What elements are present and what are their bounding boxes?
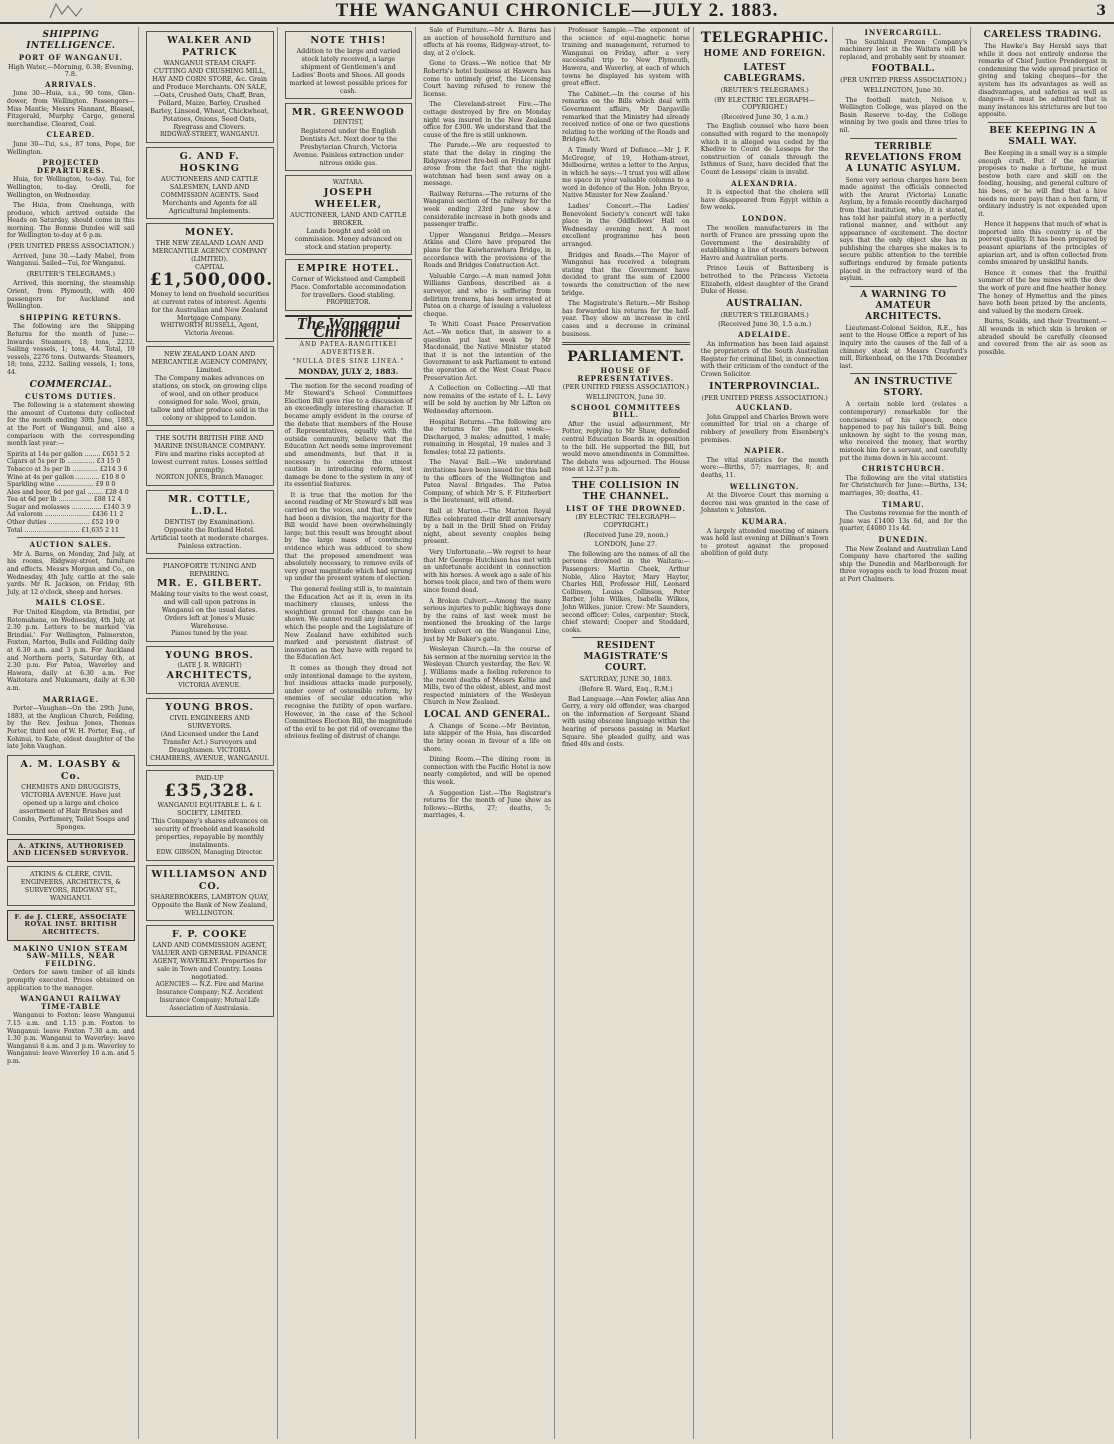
paper-sub: AND PATEA-RANGITIKEI ADVERTISER. <box>299 341 398 356</box>
cottle-title: MR. COTTLE, L.D.L. <box>168 494 252 517</box>
bee-heading: BEE KEEPING IN A SMALL WAY. <box>989 125 1096 147</box>
gilbert-foot: Pianos tuned by the year. <box>171 630 249 637</box>
youngbros-title: YOUNG BROS. <box>165 650 254 661</box>
cooke-advert <box>146 925 274 1017</box>
paidup-row <box>150 774 270 801</box>
customs-text: The following is a statement showing the amount of Customs duty collected for the month ending 30th June, 1883, at the Port of Wanganui, and also a comparison with the corresponding month last year:— <box>7 402 135 448</box>
loasby-text: CHEMISTS AND DRUGGISTS, VICTORIA AVENUE. Have just opened up a large and choice assortment of Hair Brushes and Combs, Perfumery, Toilet Soaps and Sponges. <box>12 782 130 831</box>
instructive-text: A certain noble lord (relates a contemporary) remarkable for the conciseness of his speech, once happened to pay his tailor's bill. Being unknown by sight to the young man, who received the money, that worthy mistook him for a servant, and carefully put the items down in his account. <box>839 401 968 462</box>
column-4 <box>420 27 555 1439</box>
column-7 <box>837 27 972 1439</box>
cottle-text: DENTIST (by Examination). Opposite the Rutland Hotel. Artificial teeth at moderate charges. Painless extraction. <box>150 518 269 550</box>
paidup-label: PAID-UP <box>195 774 224 782</box>
cable-item: An information has been laid against the proprietors of the South Australian Register for criminal libel, in connection with their criticism of the conduct of the Crown Solicitor. <box>700 340 829 378</box>
cable-item: Prince Louis of Battenberg is betrothed to the Princess Victoria Elizabeth, eldest daughter of the Grand Duke of Hesse. <box>700 265 829 296</box>
cottle-advert <box>146 490 274 554</box>
column-2 <box>143 27 278 1439</box>
greenwood-trade: DENTIST, <box>333 119 364 126</box>
local-item: A Collection on Collecting.—All that now remains of the estate of L. L. Levy will be sold by auction by Mr Lifton on Wednesday afternoon. <box>423 385 551 415</box>
leader-paragraph: The general feeling still is, to maintain the Education Act as it is, even in its machinery clauses, unless the weightiest ground for change can be shown. We cannot recall any instance in which the people and the Legislature of New Zealand have exhibited such marked and persistent distrust of innovation as they have with regard to the Education Act. <box>284 586 413 662</box>
local-item: Hospital Returns.—The following are the returns for the past week:—Discharged, 3 males; admitted, 1 male; remaining in Hospital, 19 males and 3 females; total 22 patients. <box>423 418 551 456</box>
news-item: A Timely Word of Defence.—Mr J. F. McGregor, of 19, Hotham-street, Melbourne, writes a letter to the Argus, in which he says:—'I trust you will allow me space in your valuable columns to a word in defence of the Hon. John Bryce, Native Minister for New Zealand.' <box>562 146 690 200</box>
instructive-heading: AN INSTRUCTIVE STORY. <box>854 377 953 399</box>
greenwood-text: Registered under the English Dentists Act. Next door to the Presbyterian Church, Victoria Avenue. Painless extraction under nitrous oxide gas. <box>293 127 404 167</box>
shipping-returns-text: The following are the Shipping Returns for the month of June:—Inwards: Steamers, 18; tons, 2232. Sailing vessels, 1; tons, 44. Total, 19 vessels, 2276 tons. Outwards: Steamers, 18; tons, 2232. Sailing vessels, 1; tons, 44. <box>7 323 135 376</box>
greenwood-advert <box>285 103 413 171</box>
walker-title: WALKER AND PATRICK <box>167 35 253 58</box>
williamson-advert <box>146 865 274 921</box>
divider <box>17 537 125 538</box>
australian-received: (Received June 30, 1.5 a.m.) <box>718 320 812 329</box>
news-item: Bridges and Roads.—The Mayor of Wanganui has received a telegram stating that the Government have decided to grant the sum of £2000 towards the construction of the new bridge. <box>562 251 690 297</box>
equitable-agent: EDW. GIBSON, Managing Director. <box>156 849 263 856</box>
equitable-advert <box>146 770 274 861</box>
collision-heading: THE COLLISION IN THE CHANNEL. <box>572 480 680 502</box>
nzloan-agent: WHITWORTH RUSSELL, Agent, Victoria Avenue. <box>160 322 259 337</box>
cleared-text: June 30—Tui, s.s., 87 tons, Pope, for Wellington. <box>7 140 135 156</box>
divider <box>572 637 680 638</box>
column-1 <box>4 27 139 1439</box>
parliament-text: After the usual adjournment, Mr Pottor, replying to Mr Shaw, defended central Education Boards in opposition to the bill. He supported the Bill, but would move amendments in Committee. The debate was adjourned. The House rose at 12.37 p.m. <box>562 420 690 474</box>
local-item: The Parade.—We are requested to state that the delay in ringing the Ridgway-street fire-bell on Friday night arose from the fact that the night-watchman had been sent away on a message. <box>423 142 551 188</box>
column-5 <box>559 27 694 1439</box>
parliament-sub: HOUSE OF REPRESENTATIVES. <box>577 366 675 383</box>
nzloan-text: Money to lend on freehold securities at current rates of interest. Agents for the Australian and New Zealand Mortgage Company. <box>150 290 270 322</box>
local-general-heading: LOCAL AND GENERAL. <box>423 709 551 720</box>
railway-heading: WANGANUI RAILWAY TIME-TABLE <box>20 994 122 1011</box>
reuters-text: Arrived, this morning, the steamship Orient, from Plymouth, with 400 passengers for Auckland and Wellington. <box>7 280 135 311</box>
australian-heading: AUSTRALIAN. <box>726 298 803 309</box>
reuters-label: (REUTER'S TELEGRAMS.) <box>720 86 809 94</box>
telegraph-label: (PER UNITED PRESS ASSOCIATION.) <box>7 242 135 251</box>
inter-item: The following are the vital statistics for Christchurch for June:—Births, 134; marriages, 30; deaths, 41. <box>839 474 968 497</box>
projected-label: PROJECTED DEPARTURES. <box>36 158 105 175</box>
capital-row <box>149 263 274 290</box>
dateline: MONDAY, JULY 2, 1883. <box>285 368 413 379</box>
masthead-title: THE WANGANUI CHRONICLE—JULY 2. 1883. <box>335 0 779 21</box>
capital-label: CAPITAL <box>195 263 225 271</box>
southbritish-text: Fire and marine risks accepted at lowest current rates. Losses settled promptly. <box>151 450 268 474</box>
youngbros-address: VICTORIA AVENUE. <box>178 682 241 689</box>
southbritish-advert <box>146 430 274 486</box>
makino-heading: MAKINO UNION STEAM SAW-MILLS, NEAR FEILDING. <box>13 943 129 968</box>
loasby-advert <box>7 755 135 835</box>
kumara-place: KUMARA. <box>741 516 788 526</box>
football-dateline: WELLINGTON, June 30. <box>863 85 944 94</box>
waitara-advert <box>285 175 413 255</box>
williamson-text: SHAREBROKERS, LAMBTON QUAY, Opposite the Bank of New Zealand, WELLINGTON. <box>150 893 269 917</box>
equitable-title: WANGANUI EQUITABLE L. & I. SOCIETY, LIMITED. <box>157 801 262 817</box>
library-stamp-icon <box>46 0 86 22</box>
arrivals-label: ARRIVALS. <box>44 79 97 89</box>
railway-text: Wanganui to Foxton: leave Wanganui 7.15 a.m. and 1.15 p.m. Foxton to Wanganui: leave Foxton 7.30 a.m. and 1.30 p.m. Wanganui to Waverley: leave Wanganui 8 a.m. and 3 p.m. Waverley to Wanganui: leave Waverley 10 a.m. and 5 p.m. <box>7 1012 135 1065</box>
leader-paragraph: The motion for the second reading of Mr Steward's School Committees Election Bill gave rise to a discussion of an exceedingly interesting character. It became amply evident in the course of the debate that members of the House of Representatives, equally with the outside community, believe that the Education Act needs some improvement and amendments, but that it is necessary to exercise the utmost caution in introducing reform, lest damage be done to the system in any of its essential features. <box>284 382 413 489</box>
local-item: Very Unfortunate.—We regret to hear that Mr George Hutchison has met with an unfortunate accident in connection with his horses. A week ago a sale of his horses took place, and two of them were since found dead. <box>423 549 551 594</box>
youngbros-trade: ARCHITECTS, <box>166 670 253 681</box>
local-item: Ball at Marton.—The Marton Royal Rifles celebrated their drill anniversary by a ball in the Drill Shed on Friday night, about seventy couples being present. <box>423 508 551 546</box>
port-label: PORT OF WANGANUI. <box>18 53 123 62</box>
agencies-text: AGENCIES — N.Z. Fire and Marine Insurance Company; N.Z. Accident Insurance Company; Mutual Life Association of Australasia. <box>155 981 264 1012</box>
inter-item: A largely attended meeting of miners was held last evening at Dillman's Town to protest against the proposed abolition of gold duty. <box>700 527 829 558</box>
bee-text: Hence it happens that much of what is imported into this country is of the poorest quality. It has been prepared by peasant apiarians of the principles of apiarian art, and is often collected from combs smeared by unskilful hands. <box>978 221 1107 267</box>
mails-heading: MAILS CLOSE. <box>35 598 107 608</box>
column-3 <box>282 27 417 1439</box>
paper-name: The Wanganui Chronicle <box>285 315 413 339</box>
customs-row: Ad valorem ....................... £436 11 2 <box>7 511 124 519</box>
auction-heading: AUCTION SALES. <box>29 540 113 550</box>
christchurch-place: CHRISTCHURCH. <box>861 464 946 474</box>
inter-item: The vital statistics for the month were:—Births, 57; marriages, 8; and deaths, 11. <box>700 456 829 479</box>
notice-heading: NOTE THIS! <box>310 35 387 46</box>
news-item: The Cabinet.—In the course of his remarks on the Bills which deal with Government affairs, Mr Dargaville remarked that the Ministry had already received notice of one or two questions relating to the working of the Roads and Bridges Act. <box>562 90 690 144</box>
parliament-dateline: WELLINGTON, June 30. <box>585 392 666 401</box>
revelations-text: Some very serious charges have been made against the officials connected with the Ararat (Victoria) Lunatic Asylum, by a female recently discharged from that institution, who, it is stated, has told her painful story in a perfectly rational manner, and without any appearance of excitement. The doctor says that the only object she has in publishing the charges she makes is to secure public attention to the terrible sufferings endured by female patients placed in the refractory ward of the asylum. <box>839 176 968 283</box>
dunedin-place: DUNEDIN. <box>878 534 929 544</box>
hosking-text: AUCTIONEERS AND CATTLE SALESMEN, LAND AND COMMISSION AGENTS. Seed Merchants and Agents for all Agricultural Implements. <box>160 175 259 215</box>
local-item: Gone to Grass.—We notice that Mr Roberts's hotel business at Hawera has come to untimely grief, the Licensing Court having refused to renew the license. <box>423 60 551 98</box>
marriage-text: Porter—Vaughan—On the 29th June, 1883, at the Anglican Church, Feilding, by the Rev. Joshua Jones, Thomas Porter, third son of W. H. Porter, Esq., of Kohinui, to Kate, eldest daughter of the late John Vaughan. <box>7 705 135 751</box>
wellington-place: WELLINGTON. <box>729 481 800 491</box>
parliament-assoc: (PER UNITED PRESS ASSOCIATION.) <box>562 383 690 392</box>
masthead <box>0 0 1114 24</box>
customs-row: Wine at 4s per gallon ............ £10 8 0 <box>7 473 126 481</box>
magistrate-bench: (Before R. Ward, Esq., R.M.) <box>579 684 673 693</box>
leader-paragraph: It is true that the motion for the second reading of Mr Steward's bill was carried on the voices, and that, if there had been a division, the majority for the Bill would have been overwhelmingly large; but this result was brought about by the large mass of convincing evidence which was adduced to show that the proposed amendment was absolutely necessary, to remove evils of very great magnitude which had sprung up under the present system of election. <box>284 491 413 583</box>
architects-heading: A WARNING TO AMATEUR ARCHITECTS. <box>860 289 947 322</box>
gilbert-title: MR. E. GILBERT. <box>156 578 263 589</box>
customs-row: Tea at 6d per lb ................. £88 12 4 <box>7 496 122 504</box>
columns-container <box>4 27 1110 1439</box>
inter-assoc: (PER UNITED PRESS ASSOCIATION.) <box>701 393 828 402</box>
projected-text: Huia, for Wellington, to-day. Tui, for Wellington, to-day. Orelli, for Wellington, on Wednesday. <box>7 176 135 199</box>
customs-row: Tobacco at 3s per lb ............. £214 3 6 <box>7 465 128 473</box>
atkins-box: A. ATKINS, AUTHORISED AND LICENSED SURVEYOR. <box>7 839 135 862</box>
waitara-text: Lands bought and sold on commission. Money advanced on stock and station property. <box>294 227 402 251</box>
southbritish-agent: NORTON JONES, Branch Manager. <box>155 474 264 481</box>
equitable-text: This Company's shares advances on security of freehold and leasehold properties, repayable by monthly instalments. <box>151 817 268 849</box>
walker-foot: RIDGWAY-STREET, WANGANUI. <box>159 131 260 138</box>
gilbert-text: Making tour visits to the west coast, and will call upon patrons in Wanganui on the usual dates. Orders left at Jones's Music Warehouse. <box>150 590 269 630</box>
empire-text: Corner of Wicksteed and Campbell Place. Comfortable accommodation for travellers. Good stabling. <box>290 275 406 299</box>
burns-text: Burns, Scalds, and their Treatment.—All wounds in which skin is broken or abraded should be carefully cleansed and covered from the air as soon as possible. <box>978 318 1107 356</box>
commercial-heading: COMMERCIAL. <box>29 379 113 390</box>
interprovincial-heading: INTERPROVINCIAL. <box>709 381 820 392</box>
magistrate-text: Bad Language.—Ann Fowler, alias Ann Gerry, a very old offender, was charged on the information of Sergeant Sliand with using obscene language within the hearing of persons passing in Market Square. She pleaded guilty, and was fined 40s and costs. <box>562 695 690 749</box>
football-text: The football match, Nelson v. Wellington College, was played on the Basin Reserve to-day, the College winning by two goals and three tries to nil. <box>839 96 968 134</box>
customs-row: Ales and beer, 6d per gal ........ £28 4 0 <box>7 488 129 496</box>
empire-title: EMPIRE HOTEL. <box>297 263 400 274</box>
money-title: MONEY. <box>184 227 235 238</box>
adelaide-place: ADELAIDE. <box>737 330 792 340</box>
parliament-heading: PARLIAMENT. <box>567 349 685 366</box>
walker-advert <box>146 31 274 143</box>
southbritish-title: THE SOUTH BRITISH FIRE AND MARINE INSURANCE COMPANY. <box>153 434 266 450</box>
customs-row: Total ............................ £1,635 2 11 <box>7 526 119 534</box>
inter-item: At the Divorce Court this morning a decree nisi was granted in the case of Johnston v. Johnston. <box>700 492 829 515</box>
collision-assoc: (BY ELECTRIC TELEGRAPH—COPYRIGHT.) <box>575 513 677 530</box>
youngbros-sub: (LATE J. R. WRIGHT) <box>177 662 242 669</box>
divider <box>988 122 1097 123</box>
magistrate-dateline: SATURDAY, JUNE 30, 1883. <box>579 675 673 684</box>
nzlm-title: NEW ZEALAND LOAN AND MERCANTILE AGENCY COMPANY, Limited. <box>151 350 268 374</box>
cablegrams-heading: LATEST CABLEGRAMS. <box>723 63 806 84</box>
cable-item: The woollen manufacturers in the north of France are pressing upon the Government the desirability of establishing a line of steamers between Havre and Australian ports. <box>700 224 829 262</box>
local-item: The Cleveland-street Fire.—The cottage destroyed by fire on Monday night was insured in the New Zealand office for £300. We understand that the cause of the fire is still unknown. <box>423 101 551 139</box>
high-water: High Water,—Morning, 6.38; Evening, 7.8. <box>8 62 134 79</box>
divider <box>562 342 690 345</box>
australian-reuters: (REUTER'S TELEGRAMS.) <box>720 310 809 319</box>
local-item: The Naval Ball.—We understand invitations have been issued for this ball to the officers of the Wellington and Patea Naval Brigades. The Patea Company, of which Mr S. F. Fitzherbert is the lieutenant, will attend. <box>423 459 551 505</box>
customs-row: Other duties ..................... £52 19 0 <box>7 519 120 527</box>
column-6 <box>698 27 833 1439</box>
careless-heading: CARELESS TRADING. <box>983 30 1102 40</box>
notice-advert <box>285 31 413 99</box>
cooke-text: LAND AND COMMISSION AGENT, VALUER AND GENERAL FINANCE AGENT, WAVERLEY. Properties for sale in Town and Country. Loans negotiated. <box>152 941 268 981</box>
nzlm-advert <box>146 346 274 426</box>
customs-table <box>7 451 135 535</box>
auction-text: Mr A. Barns, on Monday, 2nd July, at his rooms, Ridgway-street, furniture and effects. Messrs Morgan and Co., on Wednesday, 4th July, cattle at the sale yards. Mr R. Jackson, on Friday, 6th July, at 12 o'clock, sheep and horses. <box>7 550 135 596</box>
architects-text: Lieutenant-Colonel Seldon, R.E., has sent to the House Office a report of his inquiry into the causes of the fall of a chimney stack at Messrs Crayford's mill, Birkenhead, on the 17th December last. <box>839 324 968 370</box>
collision-text: The following are the names of all the persons drowned in the Waitara:—Passengers: Martin Cheek, Arthur Noble, Alice Hayter, Mary Hayter, Charles Hill, Professor Hill, Leonard Collinson, Louisa Collinson, Peter Barber, John Wilkes, Isabella Wilkes, John Wilkes, junior. Crew: Mr Saunders, second officer; Coles, carpenter; Stock, chief steward; Cooper and Stoddard, cooks. <box>562 550 690 634</box>
customs-label: CUSTOMS DUTIES. <box>25 391 117 401</box>
nzloan-title: THE NEW ZEALAND LOAN AND MERCANTILE AGENCY COMPANY (LIMITED). <box>152 239 268 263</box>
reuters-label: (REUTER'S TELEGRAMS.) <box>26 269 116 278</box>
divider <box>850 138 958 139</box>
shipping-news: The Huia, from Onehunga, with produce, which arrived outside the Heads on Saturday, should come in this morning. The Bonnie Dundee will sail for Wellington to-day at 6 p.m. <box>7 202 135 240</box>
customs-row: Cigars at 5s per lb .............. £3 15 0 <box>7 458 121 466</box>
nzloan-advert <box>146 223 274 342</box>
received-label: (Received June 30, 1 a.m.) <box>721 112 809 121</box>
shipping-heading: SHIPPING INTELLIGENCE. <box>26 30 116 51</box>
copyright-label: (BY ELECTRIC TELEGRAPH—COPYRIGHT.) <box>714 95 815 112</box>
drowned-heading: LIST OF THE DROWNED. <box>565 503 686 513</box>
williamson-title: WILLIAMSON AND CO. <box>151 869 268 892</box>
capital-value: £1,500,000. <box>149 270 274 290</box>
local-item: Dining Room.—The dining room in connection with the Pacific Hotel is now nearly completed, and will be opened this week. <box>423 756 551 787</box>
revelations-heading: TERRIBLE REVELATIONS FROM A LUNATIC ASYLUM. <box>844 141 963 174</box>
napier-place: NAPIER. <box>744 446 786 456</box>
makino-text: Orders for sawn timber of all kinds promptly executed. Prices obtained on application to the manager. <box>7 969 135 992</box>
timaru-place: TIMARU. <box>882 499 925 509</box>
shipping-returns-heading: SHIPPING RETURNS. <box>19 312 123 322</box>
loasby-title: A. M. LOASBY & Co. <box>20 758 122 782</box>
news-item: The Magistrate's Return.—Mr Bishop has forwarded his returns for the half-year. They show an increase in civil cases and a decrease in criminal business. <box>562 300 690 338</box>
nzlm-text: The Company makes advances on stations, on stock, on growing clips of wool, and on other produce consigned for sale. Wool, grain, tallow and other produce sold in the colony or shipped to London. <box>150 374 269 422</box>
clere-box: F. de J. CLERE, ASSOCIATE ROYAL INST. BRITISH ARCHITECTS. <box>7 910 135 941</box>
youngbros-engineers-advert <box>146 698 274 766</box>
careless-text: The Hawke's Bay Herald says that while it does not entirely endorse the remarks of Chief Justice Prendergast in condemning the wide spread practice of giving and taking cheques—for the system has its advantages as well as disadvantages, and safeties as well as dangers—it must be admitted that in many instances his strictures are but too apposite. <box>978 43 1107 119</box>
collision-dateline: LONDON, June 27. <box>594 540 658 549</box>
parliament-committee: SCHOOL COMMITTEES BILL. <box>570 402 681 420</box>
cable-item: The English counsel who have been consulted with regard to the monopoly which it is alleged was ceded by the Khedive to Count de Lesseps for the construction of canals through the Isthmus of Suez, have decided that the Count de Lesseps' claim is invalid. <box>700 123 829 176</box>
divider <box>572 477 680 478</box>
hosking-advert <box>146 147 274 219</box>
cleared-label: CLEARED. <box>46 130 96 140</box>
gilbert-advert <box>146 558 274 642</box>
youngbros-trade: CIVIL ENGINEERS AND SURVEYORS. <box>169 714 250 730</box>
mails-text: For United Kingdom, via Brindisi, per Rotomahana, on Wednesday, 4th July, at 2.30 p.m. Letters to be marked 'via Brindisi.' For Wellington, Palmerston, Foxton, Marton, Bulls and Feilding daily at 6.30 a.m. and 3 p.m. For Auckland and Northern ports, Saturday 6th, at 2.30 p.m. For Patea, Waverley and Hawera, daily at 6.30 a.m. For Waitotara and Nukumaru, daily at 6.30 a.m. <box>7 609 135 692</box>
arrivals-text: June 30—Huia, s.s., 90 tons, Glen-dower, from Wellington. Passengers—Miss Mantle; Messrs Hannant, Bleasel, Fitzgerald, Murphy. Cargo, general merchandise. Cleared, Coal. <box>7 90 135 128</box>
bee-text: Hence it comes that the fruitful summer of the bee mixes with the dew the work of pure and fine heather honey. The honey of Hymettus and the pines have both been prized by the ancients, and valued by the modern Greek. <box>978 269 1107 315</box>
hosking-title: G. AND F. HOSKING <box>179 151 240 174</box>
page-number: 3 <box>1096 3 1106 19</box>
alexandria-place: ALEXANDRIA. <box>731 178 798 188</box>
london-place: LONDON. <box>742 213 788 223</box>
local-item: A Broken Culvert.—Among the many serious injuries to public highways done by the rains of last week must be mentioned the breaking of the large broken culvert on the Wanganui Line, just by Mr Baker's gate. <box>423 597 551 643</box>
local-item: Valuable Cargo.—A man named John Williams Ganbeas, described as a surveyor, and who is suffering from delirium tremens, has been arrested at Patea on a charge of issuing a valueless cheque. <box>423 272 551 318</box>
marriage-heading: MARRIAGE. <box>42 694 100 704</box>
auckland-place: AUCKLAND. <box>736 403 794 413</box>
column-8 <box>975 27 1110 1439</box>
customs-row: Spirits at 14s per gallon ........ £651 5 2 <box>7 450 130 458</box>
local-item: Wesleyan Church.—In the course of his sermon at the morning service in the Wesleyan Church yesterday, the Rev. W. J. Williams made a feeling reference to the recent deaths of Messrs Keltie and Mills, two of the oldest, ablest, and most respected ministers of the Wesleyan Church in New Zealand. <box>423 646 551 707</box>
home-foreign-heading: HOME AND FOREIGN. <box>703 49 826 59</box>
customs-row: Sugar and molasses ............... £140 3 9 <box>7 503 131 511</box>
inter-item: The Customs revenue for the month of June was £1400 13s 6d, and for the quarter, £4080 11s 4d. <box>839 510 968 533</box>
magistrate-heading: RESIDENT MAGISTRATE'S COURT. <box>583 641 669 674</box>
divider <box>850 286 958 287</box>
invercargill-place: INVERCARGILL. <box>864 28 943 37</box>
piano-title: PIANOFORTE TUNING AND REPAIRING. <box>162 562 257 578</box>
walker-text: WANGANUI STEAM CRAFT-CUTTING AND CRUSHING MILL, HAY AND CORN STORE, &c. Grain and Produce Merchants. ON SALE,—Oats, Crushed Oats, Chaff, Bran, Pollard, Maize, Barley, Crushed Barley, Linseed, Wheat, Chickwheat, Potatoes, Onions, Seed Oats, Ryegrass and Clovers. <box>150 59 270 131</box>
local-item: Upper Wanganui Bridge.—Messrs Atkins and Clere have prepared the plans for the Kaiwharawhara Bridge, in accordance with the provisions of the Roads and Bridges Construction Act. <box>423 231 551 270</box>
football-assoc: (PER UNITED PRESS ASSOCIATION.) <box>840 76 967 85</box>
inter-item: The New Zealand and Australian Land Company have chartered the sailing ship the Dunedin and Marlborough for three voyages each to load frozen meat at Port Chalmers. <box>839 545 968 583</box>
telegraphic-heading: TELEGRAPHIC. <box>700 30 829 46</box>
cable-item: It is expected that the cholera will have disappeared from Egypt within a few weeks. <box>700 189 829 212</box>
atkins-clere-advert: ATKINS & CLERE, CIVIL ENGINEERS, ARCHITECTS, & SURVEYORS, RIDGWAY ST., WANGANUI. <box>7 866 135 906</box>
empire-proprietor: PROPRIETOR. <box>326 299 371 306</box>
local-item: Sale of Furniture.—Mr A. Barns has an auction of household furniture and effects at his rooms, Ridgway-street, to-day, at 2 o'clock. <box>423 27 551 57</box>
inter-item: John Grappel and Charles Brown were committed for trial on a charge of robbery of jewellery from Eisenberg's premises. <box>700 413 829 444</box>
paidup-value: £35,328. <box>164 781 256 801</box>
youngbros-architects-advert <box>146 646 274 694</box>
cooke-title: F. P. COOKE <box>172 929 248 940</box>
waitara-trade: AUCTIONEER, LAND AND CATTLE BROKER. <box>290 211 407 227</box>
collision-received: (Received June 29, noon.) <box>583 530 669 539</box>
youngbros-title: YOUNG BROS. <box>165 702 254 713</box>
waitara-place: WAITARA. <box>332 179 365 186</box>
youngbros-text: (And Licensed under the Land Transfer Act.) Surveyors and Draughtsmen. VICTORIA CHAMBERS, AVENUE, WANGANUI. <box>150 730 270 762</box>
inter-item: The Southland Frozen Company's machinery lost in the Waitara will be replaced, and probably sent by steamer. <box>839 38 968 61</box>
local-item: A Change of Scene.—Mr Bevinton, late skipper of the Huia, has discarded the briny ocean in favour of a life on shore. <box>423 722 551 753</box>
local-item: Railway Returns.—The returns of the Wanganui section of the railway for the week ending 23rd June show a considerable increase in both goods and passenger traffic. <box>423 190 551 229</box>
waitara-title: JOSEPH WHEELER, <box>314 187 382 210</box>
local-item: A Suggestion List.—The Registrar's returns for the month of June show as follows:—Births, 27; deaths, 5; marriages, 4. <box>423 789 551 820</box>
motto: "NULLA DIES SINE LINEA." <box>292 358 405 366</box>
leader-paragraph: It comes as though they dread not only intentional damage to the system, but insidious attacks made purposely, under cover of ostensible reform, by enemies of secular education who recognise the futility of open warfare. However, in the case of the School Committees Election Bill, the magnitude of the evil to be got rid of overcame the obvious feeling of distrust of change. <box>284 664 413 741</box>
bee-text: Bee Keeping in a small way is a simple enough craft. But if the apiarian proposes to make a fortune, he must bestow both care and skill on the feeding, housing, and general culture of his bees, or he will find that a hive needs no more pays than a hen farm, if ordinary industry is not expended upon it. <box>978 149 1107 218</box>
local-item: Te Whiti Coast Peace Preservation Act.—We notice that, in answer to a question put last week by Mr Macdonald, the Native Minister stated that it is not the intention of the Government to ask Parliament to extend the operation of the West Coast Peace Preservation Act. <box>423 321 551 382</box>
football-heading: FOOTBALL. <box>871 64 936 75</box>
telegraph-text: Arrived, June 30.—Lady Mabel, from Wanganui. Sailed—Tui, for Wanganui. <box>7 252 135 268</box>
news-item: Ladies' Concert.—The Ladies' Benevolent Society's concert will take place in the Oddfellows' Hall on Wednesday evening next. A most excellent programme has been arranged. <box>562 203 690 249</box>
customs-row: Sparkling wine ................... £9 0 0 <box>7 481 116 489</box>
notice-text: Addition to the large and varied stock lately received, a large shipment of Gentlemen's and Ladies' Boots and Shoes. All goods marked at lowest possible prices for cash. <box>289 47 408 95</box>
divider <box>850 373 958 374</box>
empire-advert <box>285 259 413 311</box>
news-item: Professor Sample.—The exponent of the science of equi-magnetic horse training and management, returned to Wanganui on Friday, after a very successful trip to New Plymouth, Hawera, and Waverley, at each of which towns he displayed his system with great effect. <box>562 27 690 88</box>
greenwood-title: MR. GREENWOOD <box>292 107 405 118</box>
